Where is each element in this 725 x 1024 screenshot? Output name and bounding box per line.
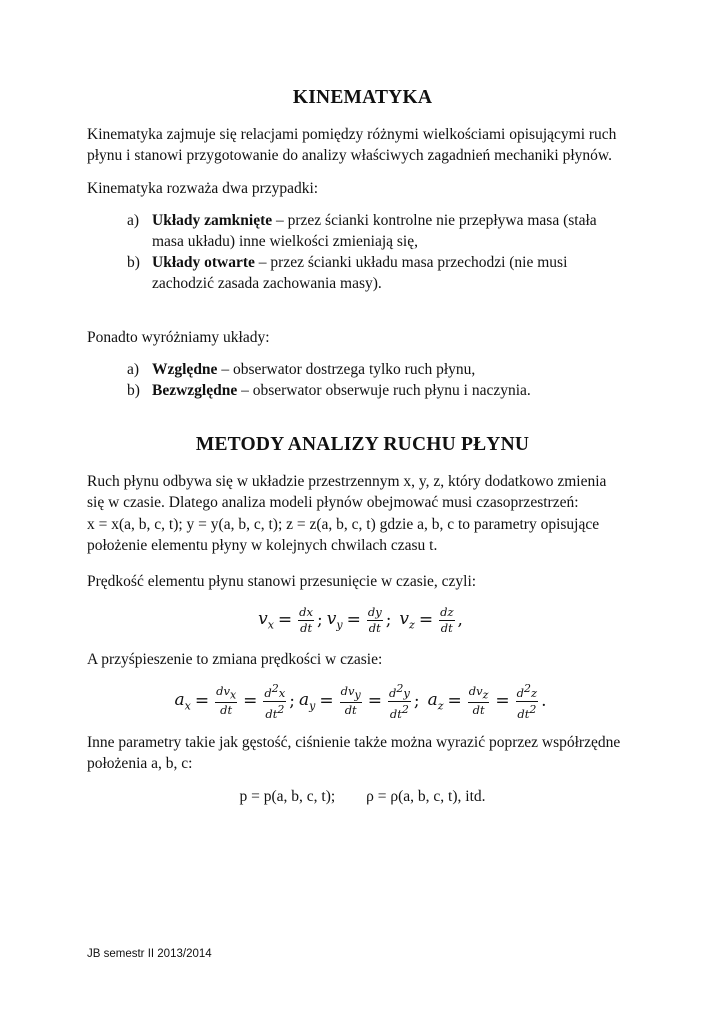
motion-line-1: Ruch płynu odbywa się w układzie przestrzennym x, y, z, który dodatkowo zmienia	[87, 473, 607, 490]
list-item-absolute	[127, 380, 627, 401]
heading-kinematyka: KINEMATYKA	[292, 87, 433, 108]
velocity-intro: Prędkość elementu płynu stanowi przesunięcie w czasie, czyli:	[87, 573, 477, 590]
motion-line-2: się w czasie. Dlatego analiza modeli płynów obejmować musi czasoprzestrzeń:	[87, 494, 579, 511]
list-marker: b)	[127, 382, 140, 399]
params-formula: p = p(a, b, c, t); ρ = ρ(a, b, c, t), itd.	[239, 788, 486, 805]
intro-paragraph: Kinematyka zajmuje się relacjami pomiędzy różnymi wielkościami opisującymi ruch płynu i stanowi przygotowanie do analizy właściwych zagadnień mechaniki płynów.	[87, 126, 617, 164]
desc-open-systems: – przez ścianki układu masa przechodzi (nie musi zachodzić zasada zachowania masy).	[152, 254, 568, 292]
cases-intro: Kinematyka rozważa dwa przypadki:	[87, 180, 319, 197]
list-item-relative	[127, 359, 627, 380]
term-absolute: Bezwzględne	[152, 382, 238, 399]
heading-methods: METODY ANALIZY RUCHU PŁYNU	[195, 434, 530, 455]
desc-absolute: – obserwator obserwuje ruch płynu i naczynia.	[237, 382, 531, 399]
motion-line-3: x = x(a, b, c, t); y = y(a, b, c, t); z = z(a, b, c, t) gdzie a, b, c to parametry opisujące	[87, 516, 600, 533]
list-marker: b)	[127, 254, 140, 271]
list-marker: a)	[127, 212, 140, 229]
motion-line-4: położenie elementu płyny w kolejnych chwilach czasu t.	[87, 537, 438, 554]
desc-relative: – obserwator dostrzega tylko ruch płynu,	[217, 361, 476, 378]
velocity-formula: $v_x$ = $\frac{dx}{dt}$ ; $v_y$ = $\frac{dy}{dt}$ ; $v_z$ = $\frac{dz}{dt}$ ,	[258, 604, 463, 635]
page-footer: JB semestr II 2013/2014	[87, 948, 212, 960]
params-line-2: położenia a, b, c:	[87, 755, 193, 772]
acceleration-formula: $a_x$ = $\frac{dv_x}{dt}$ = $\frac{d^2x}{dt^2}$ ; $a_y$ = $\frac{dv_y}{dt}$ = $\frac{d^2y}{dt^2}$ ; $a_z$ = $\frac{dv_z}{dt}$ = $\frac{d^2z}{dt^2}$ .	[174, 681, 547, 721]
params-line-1: Inne parametry takie jak gęstość, ciśnienie także można wyrazić poprzez współrzędne	[87, 734, 621, 751]
list-item-open-systems	[127, 252, 627, 294]
term-open-systems: Układy otwarte	[152, 254, 255, 271]
list-marker: a)	[127, 361, 140, 378]
acceleration-intro: A przyśpieszenie to zmiana prędkości w czasie:	[87, 651, 383, 668]
list-item-closed-systems	[127, 210, 627, 252]
desc-closed-systems: – przez ścianki kontrolne nie przepływa masa (stała masa układu) inne wielkości zmieniają się,	[152, 212, 597, 250]
term-relative: Względne	[152, 361, 218, 378]
systems-intro: Ponadto wyróżniamy układy:	[87, 329, 270, 346]
term-closed-systems: Układy zamknięte	[152, 212, 273, 229]
